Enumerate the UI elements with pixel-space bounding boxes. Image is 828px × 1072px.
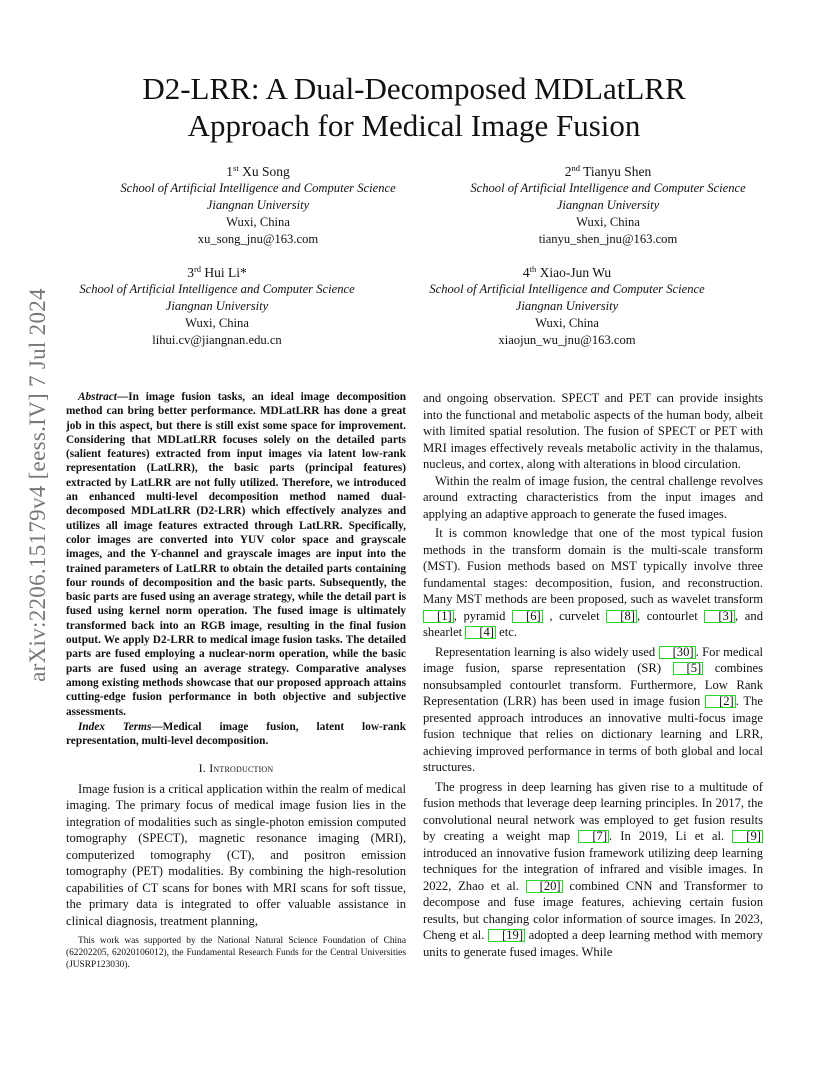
author-email: xiaojun_wu_jnu@163.com [498, 333, 636, 347]
citation-link[interactable]: [1] [423, 610, 454, 623]
author-name: Hui Li* [204, 265, 247, 280]
citation-link[interactable]: [5] [673, 662, 704, 675]
body-paragraph: Representation learning is also widely used [30] . For medical image fusion, sparse representation (SR) [5] combines nonsubsampled contourlet transform. Furthermore, Low Rank Representation (LRR) has been used in image fusion [2] . The presented approach introduces an innovative multi-focus image fusion technique that relies on dictionary learning and LRR, achieving improved performance in terms of both global and local structures. [423, 644, 763, 774]
citation-link[interactable]: [9] [732, 830, 763, 843]
title-line-1: D2-LRR: A Dual-Decomposed MDLatLRR [142, 71, 686, 106]
abstract-text: —In image fusion tasks, an ideal image decomposition method can bring better performance. MDLatLRR has done a great job in this aspect, but there is still exist some space for improvement. Considering that MDLatLRR focuses solely on the detailed parts (salient features) extracted from input images via latent low-rank representation (LatLRR), the basic parts (principal features) extracted by LatLRR are not fully utilized. Therefore, we introduced an enhanced multi-level decomposition method named dual-decomposed MDLatLRR (D2-LRR) which effectively analyzes and utilizes all image features extracted through LatLRR. Specifically, color images are converted into YUV color space and grayscale images, and the Y-channel and grayscale images are input into the trained parameters of LatLRR to obtain the detailed parts containing four rounds of decomposition and the basic parts. Subsequently, the basic parts are fused using an average strategy, while the detail part is fused using kernel norm operation. The fused image is ultimately transformed back into an RGB image, resulting in the final fusion output. We apply D2-LRR to medical image fusion tasks. The detailed parts are fused employing a nuclear-norm operation, while the basic parts are fused using an average strategy. Comparative analyses among existing methods showcase that our proposed approach attains cutting-edge fusion performance in both objective and subjective assessments. [66, 391, 406, 718]
body-paragraph: and ongoing observation. SPECT and PET can provide insights into the functional and metabolic aspects of the human body, albeit with limited spatial resolution. The fusion of SPECT or PET with MRI images effectively reveals metabolic activity in the thalamus, nucleus, and cortex, along with alterations in blood circulation. [423, 391, 763, 471]
citation-link[interactable]: [7] [578, 830, 609, 843]
author-email: xu_song_jnu@163.com [197, 232, 319, 246]
paper-title [0, 70, 828, 144]
author-block: 1st Xu Song School of Artificial Intelligence and Computer Science Jiangnan University Wuxi, China xu_song_jnu@163.com [78, 163, 438, 248]
author-affiliation: School of Artificial Intelligence and Computer Science [429, 282, 705, 296]
author-name: Tianyu Shen [583, 164, 652, 179]
author-affiliation: School of Artificial Intelligence and Computer Science [79, 282, 355, 296]
author-city: Wuxi, China [535, 316, 599, 330]
citation-link[interactable]: [3] [704, 610, 735, 623]
author-name: Xiao-Jun Wu [539, 265, 612, 280]
abstract-label: Abstract [78, 391, 117, 403]
footnote: This work was supported by the National Natural Science Foundation of China (62202205, 62020106012), the Fundamental Research Funds for the Central Universities (JUSRP123030). [66, 936, 406, 970]
index-terms [66, 720, 406, 749]
author-affiliation: School of Artificial Intelligence and Computer Science [470, 181, 746, 195]
right-column [423, 390, 763, 960]
author-university: Jiangnan University [165, 299, 269, 313]
citation-link[interactable]: [6] [512, 610, 543, 623]
author-university: Jiangnan University [515, 299, 619, 313]
index-terms-label: Index Terms [78, 720, 152, 733]
author-affiliation: School of Artificial Intelligence and Computer Science [120, 181, 396, 195]
author-email: lihui.cv@jiangnan.edu.cn [152, 333, 282, 347]
author-city: Wuxi, China [576, 215, 640, 229]
body-paragraph: It is common knowledge that one of the most typical fusion methods in the transform domain is the multi-scale transform (MST). Fusion methods based on MST typically involve three fundamental stages: decomposition, fusion, and reconstruction. Many MST methods are been proposed, such as wavelet transform [1] , pyramid [6] , curvelet [8] , contourlet [3] , and shearlet [4] etc. [423, 526, 763, 639]
intro-paragraph: Image fusion is a critical application within the realm of medical imaging. The primary focus of medical image fusion lies in the integration of modalities such as single-photon emission computed tomography (SPECT), magnetic resonance imaging (MRI), computerized tomography (CT), and positron emission tomography (PET) modalities. By combining the high-resolution capabilities of CT scans for bones with MRI scans for soft tissue, the primary data is integrated to offer valuable assistance in clinical diagnosis, treatment planning, [66, 781, 406, 928]
author-city: Wuxi, China [185, 316, 249, 330]
author-email: tianyu_shen_jnu@163.com [538, 232, 678, 246]
citation-link[interactable]: [2] [705, 695, 736, 708]
body-paragraph: The progress in deep learning has given rise to a multitude of fusion methods that leverage deep learning principles. In 2017, the convolutional neural network was employed to get fusion results by creating a weight map [7] . In 2019, Li et al. [9] introduced an innovative fusion framework utilizing deep learning techniques for the integration of infrared and visible images. In 2022, Zhao et al. [20] combined CNN and Transformer to decompose and fuse image features, achieving certain fusion results, but changing color information of source images. In 2023, Cheng et al. [19] adopted a deep learning method with memory units to generate fused images. While [423, 779, 763, 959]
title-line-2: Approach for Medical Image Fusion [187, 108, 641, 143]
citation-link[interactable]: [4] [465, 626, 496, 639]
index-terms-text: —Medical image fusion, latent low-rank representation, multi-level decomposition. [66, 720, 406, 748]
citation-link[interactable]: [20] [526, 880, 563, 893]
author-block: 4th Xiao-Jun Wu School of Artificial Intelligence and Computer Science Jiangnan University Wuxi, China xiaojun_wu_jnu@163.com [387, 264, 747, 349]
author-city: Wuxi, China [226, 215, 290, 229]
citation-link[interactable]: [8] [606, 610, 637, 623]
citation-link[interactable]: [30] [659, 646, 696, 659]
author-block: 3rd Hui Li* School of Artificial Intelligence and Computer Science Jiangnan University Wuxi, China lihui.cv@jiangnan.edu.cn [37, 264, 397, 349]
body-paragraph: Within the realm of image fusion, the central challenge revolves around extracting characteristics from the input images and applying an adaptive approach to generate the fused images. [423, 473, 763, 521]
abstract [66, 390, 406, 719]
author-block: 2nd Tianyu Shen School of Artificial Intelligence and Computer Science Jiangnan University Wuxi, China tianyu_shen_jnu@163.com [428, 163, 788, 248]
arxiv-id-text: arXiv:2206.15179v4 [eess.IV] 7 Jul 2024 [25, 288, 50, 682]
author-university: Jiangnan University [206, 198, 310, 212]
arxiv-stamp [18, 288, 58, 682]
section-heading: I. Introduction [198, 761, 274, 776]
author-university: Jiangnan University [556, 198, 660, 212]
citation-link[interactable]: [19] [488, 929, 525, 942]
author-name: Xu Song [242, 164, 290, 179]
left-column [66, 390, 406, 929]
